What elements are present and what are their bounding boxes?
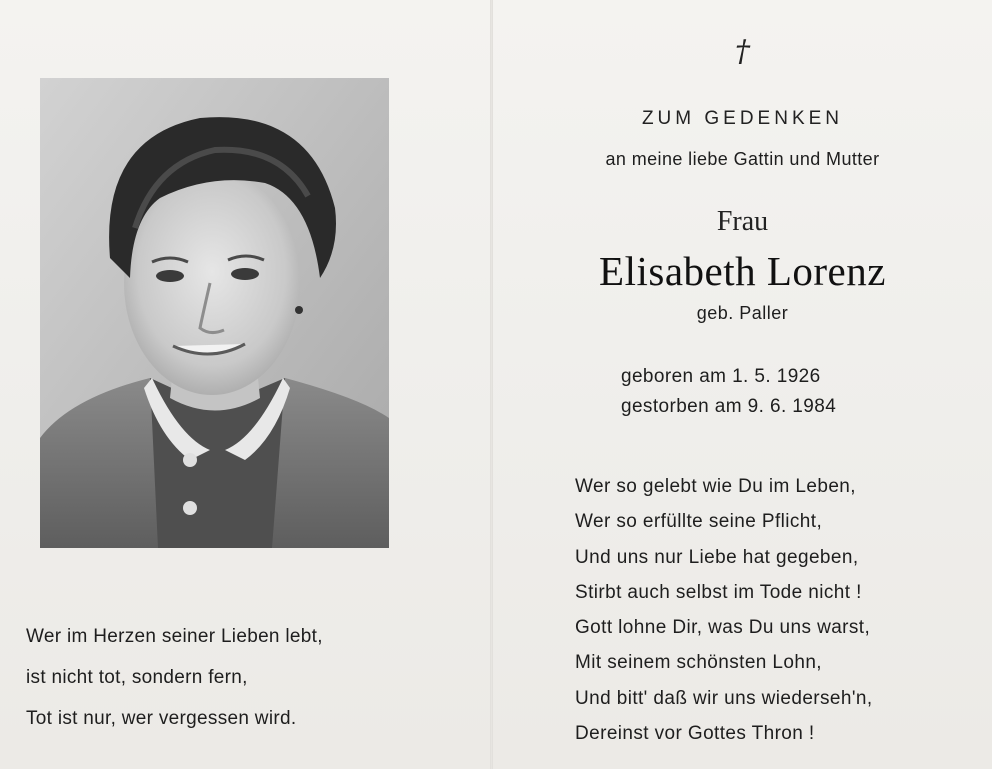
death-date: gestorben am 9. 6. 1984 — [621, 396, 837, 417]
portrait-photo — [40, 78, 389, 548]
dedication-line: an meine liebe Gattin und Mutter — [605, 149, 880, 169]
right-poem-line: Und bitt' daß wir uns wiederseh'n, — [575, 687, 873, 709]
right-poem-line: Dereinst vor Gottes Thron ! — [575, 723, 815, 745]
salutation: Frau — [716, 206, 769, 237]
right-poem-line: Gott lohne Dir, was Du uns warst, — [575, 617, 871, 639]
cross-icon: † — [735, 34, 750, 69]
right-panel — [493, 0, 992, 769]
right-poem-line: Wer so erfüllte seine Pflicht, — [575, 511, 823, 533]
life-dates — [621, 362, 836, 422]
left-poem-line: Tot ist nur, wer vergessen wird. — [26, 708, 297, 729]
left-poem-line: Wer im Herzen seiner Lieben lebt, — [26, 626, 323, 647]
maiden-name: geb. Paller — [696, 303, 789, 323]
right-poem-line: Und uns nur Liebe hat gegeben, — [575, 546, 859, 568]
left-poem-line: ist nicht tot, sondern fern, — [26, 667, 248, 688]
memorial-heading: ZUM GEDENKEN — [641, 108, 844, 129]
right-poem-line: Wer so gelebt wie Du im Leben, — [575, 476, 856, 497]
birth-date: geboren am 1. 5. 1926 — [621, 366, 821, 387]
left-panel — [0, 0, 491, 769]
right-poem-line: Mit seinem schönsten Lohn, — [575, 652, 822, 674]
left-poem — [26, 616, 466, 739]
right-poem-line: Stirbt auch selbst im Tode nicht ! — [575, 581, 862, 603]
deceased-name: Elisabeth Lorenz — [599, 248, 886, 294]
right-poem — [575, 469, 985, 751]
